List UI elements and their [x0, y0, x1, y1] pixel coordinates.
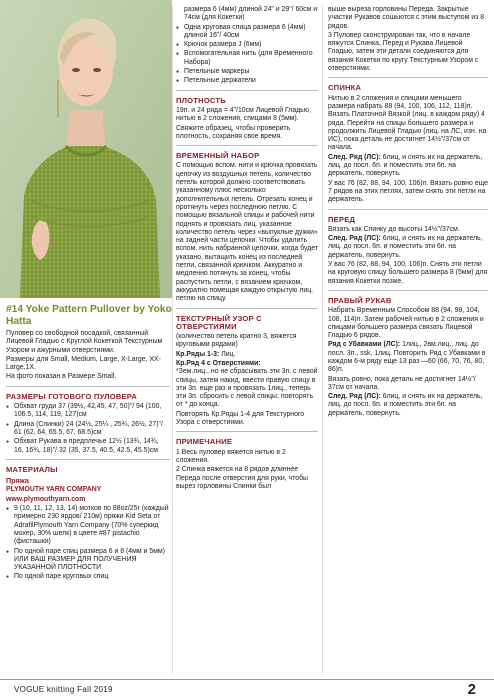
- pullover-photo: [0, 0, 172, 298]
- divider: [176, 90, 318, 91]
- texture-heading: ТЕКСТУРНЫЙ УЗОР С ОТВЕРСТИЯМИ: [176, 313, 262, 331]
- magazine-name: VOGUE knitting Fall 2019: [14, 685, 113, 694]
- texture-rounds-1-3-label: Кр.Ряды 1-3:: [176, 350, 220, 358]
- front-next-row: [328, 235, 488, 260]
- intro-section: [6, 330, 170, 583]
- notion-markers: ● Петельные маркеры: [176, 68, 318, 76]
- texture-round-4-label: Кр.Ряд 4 с Отверстиями:: [176, 359, 261, 367]
- front-heading: ПЕРЕД: [328, 214, 356, 224]
- note-2: 2 Спинка вяжется на 8 рядов длиннее Переда после отверстия для руки, чтобы вырез горловины Спинки был: [176, 466, 309, 490]
- circular-needle-size: размера 6 (4мм) длиной 24" и 29"/ 60см и 74см (для Кокетки): [184, 6, 318, 22]
- divider: [328, 77, 488, 78]
- note-1: 1 Весь пуловер вяжется нитью в 2 сложения.: [176, 448, 286, 464]
- yarn-url[interactable]: www.plymouthyarn.com: [6, 495, 86, 503]
- materials-heading: МАТЕРИАЛЫ: [6, 464, 58, 474]
- back-next-row: [328, 154, 488, 179]
- back-heading: СПИНКА: [328, 83, 362, 93]
- material-circular: ● По одной паре круговых спиц: [6, 573, 170, 581]
- back-stitch-count: У вас 76 (82, 88, 94, 100, 106)п. Вязать ровно еще 7 рядов на этих петлях, затем снять эти петли на держатель.: [328, 179, 488, 204]
- sizes-list: [6, 403, 170, 455]
- material-yarn: ● 9 (10, 11, 12, 13, 14) мотков по 88oz/25г (каждый примерно 230 ярдов/ 210м) пряжи Kid Seta от AdrafilPlymouth Yarn Company (70% суперкид мохер, 30% шелк) в цвете #87 pistachio (фисташки): [6, 505, 170, 546]
- texture-round-4: [176, 360, 318, 410]
- gauge-note: Свяжите образец, чтобы проверить плотность, сохраняя свое время.: [176, 124, 291, 140]
- notion-crochet-hook: ● Крючок размера J (6мм): [176, 41, 318, 49]
- sleeve-next-row: [328, 393, 488, 418]
- sleeve-work-even: Вязать ровно, пока деталь не достигнет 14½"/ 37см от начала.: [328, 375, 476, 391]
- material-needles: ● По одной паре спиц размера 6 и 8 (4мм и 5мм) ИЛИ ВАШ РАЗМЕР ДЛЯ ПОЛУЧЕНИЯ УКАЗАННОЙ ПЛОТНОСТИ: [6, 548, 170, 573]
- sleeve-heading: ПРАВЫЙ РУКАВ: [328, 295, 392, 305]
- page-number: 2: [467, 681, 476, 698]
- intro-photo-note: На фото показан в Размере Small.: [6, 373, 117, 381]
- back-cast-on: Нитью в 2 сложения и спицами меньшего размера набрать 88 (94, 100, 106, 112, 118)п. Вязать Платочной Вязкой (лиц. в каждом ряду) 4 ряда. Перейти на спицы большего размера и продолжить Лицевой Гладью (лиц. на ЛС, изн. на ИС), пока деталь не достигнет 14½"/37см от начала.: [328, 94, 487, 152]
- divider: [328, 290, 488, 291]
- texture-intro: (количество петель кратно 3, вяжется круговыми рядами): [176, 333, 297, 349]
- gauge-heading: ПЛОТНОСТЬ: [176, 95, 226, 105]
- sleeve-cast-on: Набрать Временным Способом 88 (94, 98, 104, 108, 114)п. Затем рабочей нитью в 2 сложения и спицами большего размера связать Лицевой Гладью 6 рядов.: [328, 307, 484, 340]
- sleeve-next-row-text: 6лиц, и снять их на держатель, лиц. до посл. 6п. и поместить эти 6п. на держатель, повернуть.: [328, 393, 483, 417]
- sleeve-next-row-label: След. Ряд (ЛС):: [328, 393, 381, 401]
- column-2: [176, 6, 318, 492]
- notion-waste-yarn: ● Вспомогательная нить (для Временного Набора): [176, 50, 318, 67]
- texture-rounds-1-3: [176, 351, 318, 359]
- sleeve-dec-row-text: 1лиц., 2вм.лиц., лиц. до посл. 3п., ssk, 1лиц. Повторить Ряд с Убавками в каждом 6-м ряду еще 13 раз —60 (66, 70, 76, 80, 86)п.: [328, 341, 486, 374]
- back-next-row-text: 6лиц, и снять их на держатель, лиц. до посл. 6п. и поместить эти 6п. на держатель, повернуть.: [328, 153, 483, 178]
- model-photo: [0, 0, 172, 298]
- note-2-continued: выше выреза горловины Переда. Закрытые участки Рукавов сошьются с этим выступом из 8 рядов.: [328, 6, 485, 30]
- front-next-row-label: След. Ряд (ЛС):: [328, 235, 381, 243]
- sizes-heading: РАЗМЕРЫ ГОТОВОГО ПУЛОВЕРА: [6, 391, 138, 401]
- divider: [328, 209, 488, 210]
- sleeve-dec-row-label: Ряд с Убавками (ЛС):: [328, 341, 401, 349]
- column-divider: [322, 6, 323, 674]
- notion-holders: ● Петельные держатели: [176, 77, 318, 85]
- front-next-row-text: 6лиц, и снять их на держатель, лиц. до посл. 6п. и поместить эти 6п. на держатель, повернуть.: [328, 235, 483, 259]
- pattern-title: #14 Yoke Pattern Pullover by Yoko Hatta: [6, 304, 172, 327]
- provisional-text: С помощью вспом. нити и крючка провязать цепочку из воздушных петель, количество петель которой должно соответствовать указанному плюс несколько дополнительных петель. Отрезать конец и протянуть через последнюю петлю. С помощью вязальной спицы и рабочей нити поднять и провязать лиц. указанное количество петель через «выпуклые дужки» на задней части цепочки. Чтобы удалить вспом. нить набранной цепочки, когда будет указано, вытащить конец из последней петли, связанной крючком. Аккуратно и медленно потянуть за конец, чтобы распустить петли, с вязанием крючком, аккуратно помещая каждую открытую лиц. петлю на спицу.: [176, 162, 319, 303]
- texture-rounds-1-3-text: Лиц.: [221, 350, 236, 358]
- page-footer: [0, 679, 494, 699]
- size-chest: ● Обхват груди 37 (39½, 42,45, 47, 50)"/ 94 (100, 106.5, 114, 119, 127)см: [6, 403, 170, 420]
- yarn-heading: Пряжа: [6, 476, 29, 486]
- back-next-row-label: След. Ряд (ЛС):: [328, 153, 381, 161]
- provisional-heading: ВРЕМЕННЫЙ НАБОР: [176, 151, 260, 161]
- front-work: Вязать как Спинку до высоты 14½"/37см.: [328, 225, 460, 233]
- size-length: ● Длина (Спинки) 24 (24½, 25¼ , 25¾, 26½, 27)"/ 61 (62, 64, 65.5, 67, 68.5)см: [6, 421, 170, 438]
- divider: [176, 145, 318, 146]
- size-sleeve: ● Обхват Рукава в предплечье 12½ (13¾, 14¾, 16, 16¾, 18)"/ 32 (35, 37.5, 40.5, 42.5, 45.5)см: [6, 438, 170, 455]
- sleeve-dec-row: [328, 341, 488, 374]
- texture-round-4-text: *Зем.лиц., но не сбрасывать эти 3п. с левой спицы, затем накид, ввести правую спицу в эти 3п. еще раз и провязать 1лиц., теперь эти 3п. сбросить с левой спицы; повторять от * до конца.: [176, 368, 318, 409]
- column-3: [328, 6, 488, 419]
- divider: [176, 308, 318, 309]
- column-divider: [172, 6, 173, 674]
- yarn-company: PLYMOUTH YARN COMPANY: [6, 486, 102, 494]
- intro-sizes: Размеры для Small, Medium, Large, X-Large, XX-Large,1X.: [6, 355, 161, 372]
- divider: [6, 459, 170, 460]
- materials-list: [6, 505, 170, 582]
- notes-heading: ПРИМЕЧАНИЕ: [176, 437, 233, 447]
- notion-circular-16: ● Одна круговая спица размера 6 (4мм) длиной 16"/ 40см: [176, 24, 318, 41]
- notions-list: [176, 24, 318, 86]
- texture-repeat: Повторять Кр.Ряды 1-4 для Текстурного Узора с отверстиями.: [176, 410, 305, 427]
- divider: [6, 386, 170, 387]
- divider: [176, 431, 318, 432]
- intro-description: Пуловер со свободной посадкой, связанный Лицевой Гладью с Круглой Кокеткой Текстурным Узором и ажурными отверстиями.: [6, 330, 163, 354]
- note-3: 3 Пуловер сконструирован так, что в начале вяжутся Спинка, Перед и Рукава Лицевой Гладью, затем эти детали соединяются для вязания Кокетки по кругу Текстурным Узором с отверстиями.: [328, 31, 479, 73]
- front-stitch-count: У вас 76 (82, 88, 94, 100, 106)п. Снять эти петли на круговую спицу большего размера 8 (5мм) для вязания Кокетки позже.: [328, 261, 488, 285]
- gauge-text: 19п. и 24 ряда = 4"/10см Лицевой Гладью, нитью в 2 сложения, спицами 8 (5мм).: [176, 106, 311, 123]
